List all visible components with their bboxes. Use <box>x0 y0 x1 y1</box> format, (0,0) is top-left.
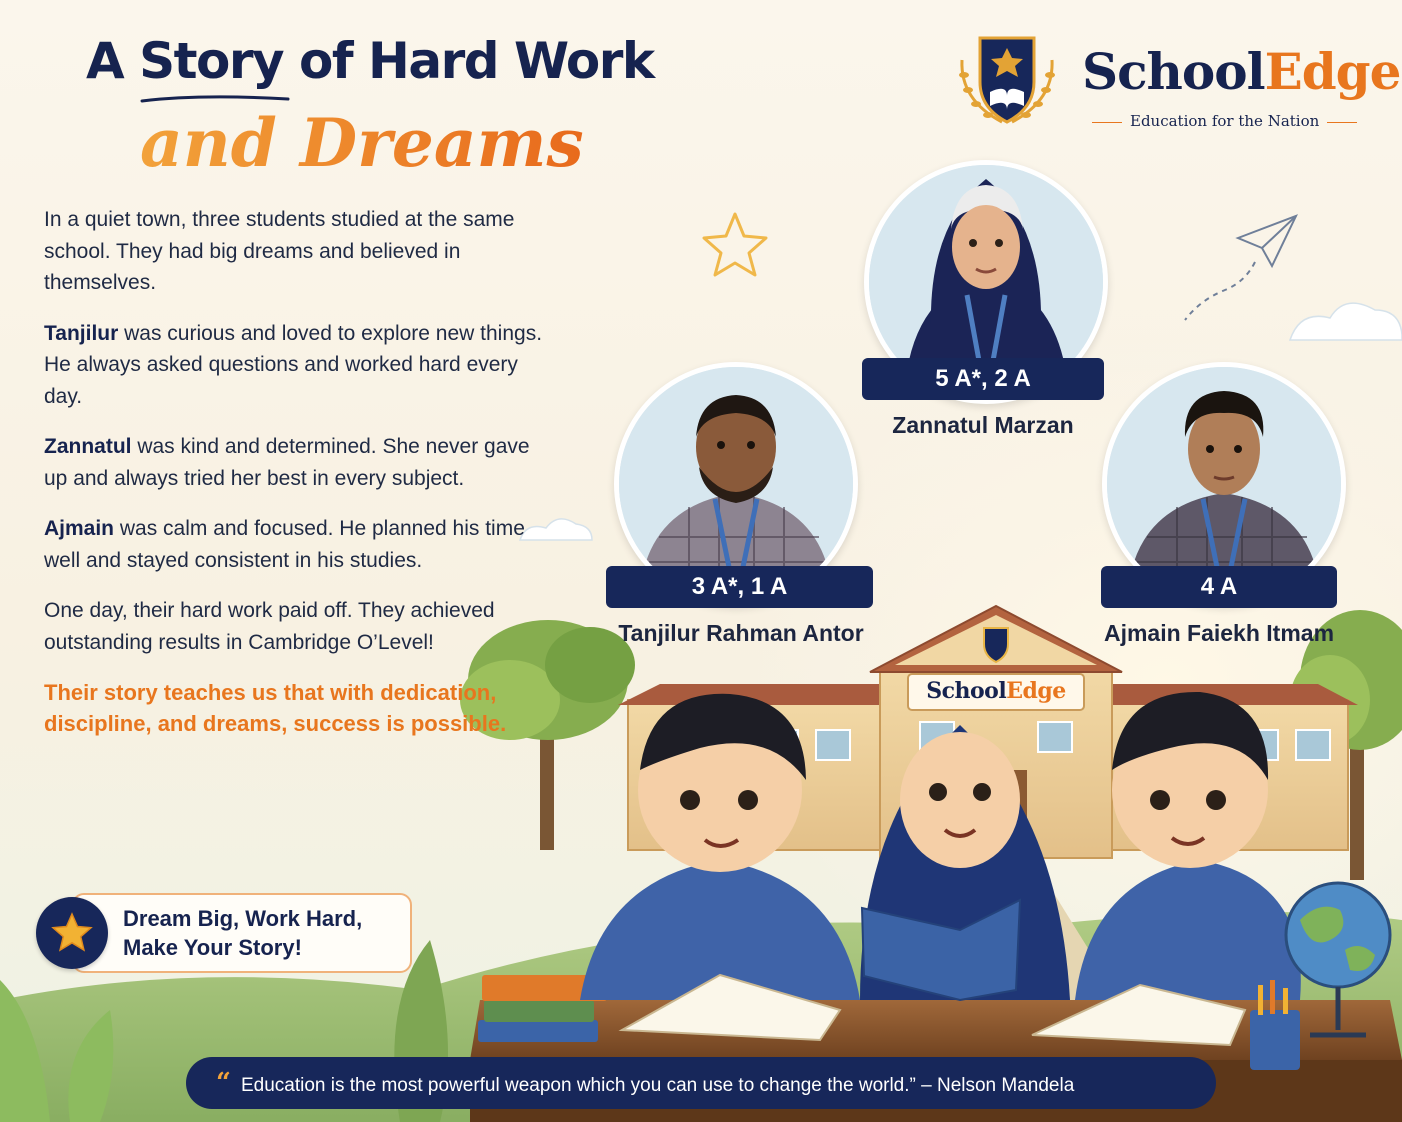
schooledge-logo <box>952 30 1401 140</box>
page-title-line-1: A Story of Hard Work <box>86 32 654 90</box>
story-intro: In a quiet town, three students studied at the same school. They had big dreams and believed in themselves. <box>44 208 515 294</box>
star-icon <box>50 911 94 955</box>
building-sign-text: SchoolEdge <box>926 678 1066 704</box>
logo-wordmark: SchoolEdge <box>1082 42 1401 101</box>
story-paragraph-tanjilur: Tanjilur was curious and loved to explore new things. He always asked questions and worked hard every day. <box>44 321 543 408</box>
result-badge-zannatul: 5 A*, 2 A <box>862 358 1104 400</box>
story-text <box>44 204 544 739</box>
quote-mark-icon: “ <box>216 1068 231 1098</box>
motto-text: Dream Big, Work Hard, Make Your Story! <box>123 906 363 960</box>
page-title-line-2: and Dreams <box>140 104 584 182</box>
student-name-tanjilur: Tanjilur Rahman Antor <box>618 620 864 646</box>
quote-bar <box>186 1057 1216 1109</box>
student-name-zannatul: Zannatul Marzan <box>892 412 1074 438</box>
story-outcome: One day, their hard work paid off. They achieved outstanding results in Cambridge O’Level! <box>44 599 495 654</box>
star-doodle-icon <box>704 214 766 275</box>
story-paragraph-zannatul: Zannatul was kind and determined. She never gave up and always tried her best in every subject. <box>44 435 530 490</box>
quote-text: Education is the most powerful weapon which you can use to change the world.” – Nelson Mandela <box>240 1075 1075 1096</box>
story-paragraph-ajmain: Ajmain was calm and focused. He planned his time well and stayed consistent in his studies. <box>44 517 525 572</box>
result-badge-tanjilur: 3 A*, 1 A <box>606 566 873 608</box>
story-moral: Their story teaches us that with dedication, discipline, and dreams, success is possible. <box>44 680 507 736</box>
student-name-ajmain: Ajmain Faiekh Itmam <box>1103 620 1335 646</box>
result-badge-ajmain: 4 A <box>1101 566 1337 608</box>
logo-tagline: Education for the Nation <box>1084 112 1336 130</box>
school-crest-icon <box>952 30 1062 130</box>
motto-star-badge <box>36 897 108 969</box>
